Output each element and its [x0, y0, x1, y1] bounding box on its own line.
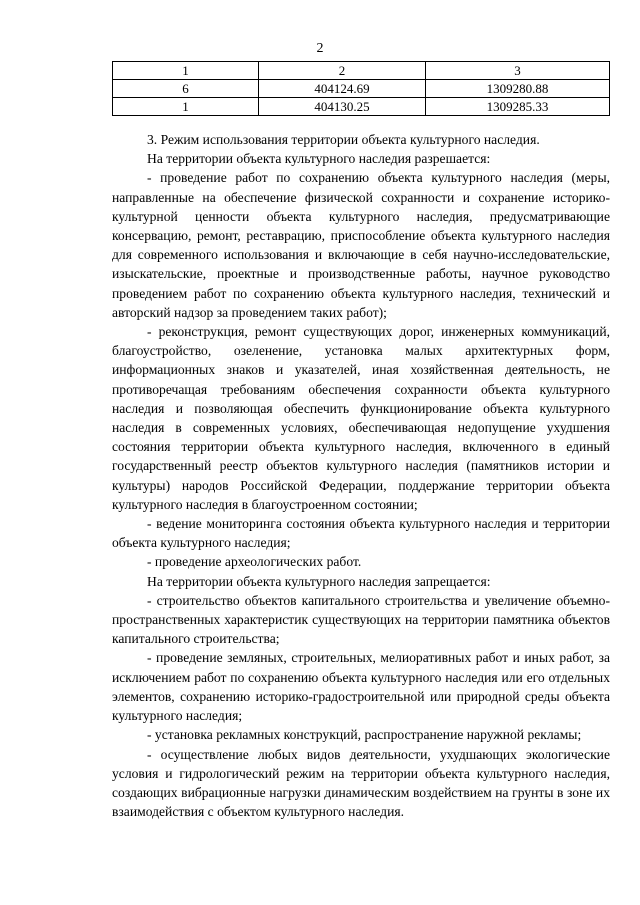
- table-header-cell: 2: [259, 62, 426, 80]
- list-item: - проведение работ по сохранению объекта культурного наследия (меры, направленные на обеспечение физической сохранности и сохранение историко-культурной ценности объекта культурного наследия, предусматривающие консервацию, ремонт, реставрацию, приспособление объекта культурного наследия для современного использования и включающие в себя научно-исследовательские, изыскательские, проектные и производственные работы, научное руководство проведением работ по сохранению объекта культурного наследия, технический и авторский надзор за проведением таких работ);: [112, 170, 610, 320]
- table-header-cell: 3: [426, 62, 610, 80]
- prohibited-intro: На территории объекта культурного наследия запрещается:: [147, 573, 491, 589]
- document-body: [112, 130, 610, 821]
- table-cell-y: 1309280.88: [426, 80, 610, 98]
- list-item: - проведение земляных, строительных, мелиоративных работ и иных работ, за исключением работ по сохранению объекта культурного наследия или его отдельных элементов, сохранению историко-градостроительной или природной среды объекта культурного наследия;: [112, 650, 610, 724]
- list-item: - строительство объектов капитального строительства и увеличение объемно-пространственных характеристик существующих на территории памятника объектов капитального строительства;: [112, 592, 610, 647]
- table-header-cell: 1: [113, 62, 259, 80]
- table-cell-y: 1309285.33: [426, 98, 610, 116]
- coordinates-table: [112, 61, 610, 116]
- list-item: - осуществление любых видов деятельности, ухудшающих экологические условия и гидрологический режим на территории объекта культурного наследия, создающих вибрационные нагрузки динамическим воздействием на грунты в зоне их взаимодействия с объектом культурного наследия.: [112, 746, 610, 820]
- table-cell-x: 404130.25: [259, 98, 426, 116]
- list-item: - ведение мониторинга состояния объекта культурного наследия и территории объекта культурного наследия;: [112, 516, 610, 551]
- table-cell-point: 1: [113, 98, 259, 116]
- list-item: - установка рекламных конструкций, распространение наружной рекламы;: [147, 727, 582, 743]
- table-row: [113, 80, 610, 98]
- table-row: [113, 98, 610, 116]
- table-cell-point: 6: [113, 80, 259, 98]
- list-item: - проведение археологических работ.: [147, 554, 362, 570]
- table-cell-x: 404124.69: [259, 80, 426, 98]
- section-heading: 3. Режим использования территории объекта культурного наследия.: [147, 132, 540, 147]
- page-number: 2: [316, 41, 324, 56]
- list-item: - реконструкция, ремонт существующих дорог, инженерных коммуникаций, благоустройство, озеленение, установка малых архитектурных форм, информационных знаков и указателей, иная хозяйственная деятельность, не противоречащая требованиям обеспечения сохранности объекта культурного наследия и позволяющая обеспечить функционирование объекта культурного наследия в современных условиях, обеспечивающая недопущение ухудшения состояния территории объекта культурного наследия, включенного в единый государственный реестр объектов культурного наследия (памятников истории и культуры) народов Российской Федерации, поддержание территории объекта культурного наследия в благоустроенном состоянии;: [112, 324, 610, 512]
- table-header-row: [113, 62, 610, 80]
- allowed-intro: На территории объекта культурного наследия разрешается:: [147, 151, 491, 167]
